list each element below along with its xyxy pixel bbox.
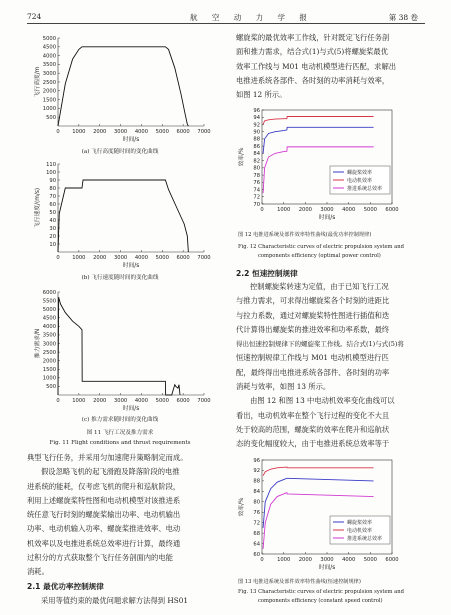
y-tick-label: 74: [253, 187, 260, 194]
y-tick-label: 3000: [42, 71, 56, 77]
text-line: 处于较高的范围，螺旋桨的效率在爬升和巡航状: [236, 424, 390, 434]
text-line: 效率工作线与 M01 电动机模型进行匹配，求解出: [236, 61, 397, 71]
volume-label: 第 38 卷: [388, 13, 418, 22]
page-number: 724: [27, 12, 42, 21]
text-line: 螺旋桨的最优效率工作线，针对既定飞行任务剖: [236, 33, 390, 42]
header-rule: [27, 23, 425, 24]
y-tick-label: 70: [49, 193, 56, 200]
y-tick-label: 72: [253, 520, 260, 527]
right-mid-text: [236, 280, 426, 452]
x-tick-label: 5000: [155, 129, 169, 135]
legend-label: 螺旋桨效率: [347, 519, 373, 526]
x-tick-label: 6000: [176, 398, 190, 404]
fig11-caption-en: Fig. 11 Flight conditions and thrust requirements: [49, 440, 191, 446]
fig12-caption-en-1: Fig. 12 Characteristic curves of electric propulsion system and: [238, 244, 404, 250]
series-line: [58, 180, 188, 252]
y-axis-label: 推力需求/N: [35, 328, 41, 359]
fig13-caption-en-2: components efficiency (constant speed control): [258, 598, 383, 604]
text-line: 代计算得出螺旋桨的推进效率和功率系数，最终: [236, 324, 390, 334]
legend-label: 电动机效率: [347, 177, 373, 184]
text-line: 过积分的方式获取整个飞行任务剖面内的电能: [27, 553, 173, 563]
x-axis-label: 时间/s: [122, 137, 140, 143]
x-tick-label: 6000: [385, 207, 399, 213]
y-axis-label: 效率/%: [239, 147, 245, 167]
text-line: 利用上述螺旋桨特性图和电动机模型对该推进系: [27, 495, 181, 505]
text-line: 面和推力需求，结合式(1)与式(5)将螺旋桨最优: [236, 47, 389, 57]
text-line: 功率、电动机输入功率、螺旋桨推进效率、电动: [27, 524, 181, 534]
x-tick-label: 2000: [93, 129, 107, 135]
text-line: 电推进系统各部件、各时刻的功率消耗与效率，: [236, 75, 390, 85]
x-axis-label: 时间/s: [318, 215, 336, 221]
x-tick-label: 5000: [363, 207, 377, 213]
y-tick-label: 1000: [42, 375, 56, 382]
y-tick-label: 60: [253, 551, 260, 558]
y-tick-label: 94: [253, 115, 260, 122]
y-tick-label: 92: [253, 468, 260, 475]
section-heading-2-2: 2.2 恒速控制规律: [236, 269, 298, 278]
fig13-caption-cn: 图 13 电推进系统及部件效率特性曲线(恒速控制规律): [238, 579, 361, 585]
x-tick-label: 5000: [363, 557, 377, 563]
text-line: 与推力需求，可求得出螺旋桨各个时刻的进距比: [236, 296, 390, 306]
x-tick-label: 4000: [342, 557, 356, 563]
y-tick-label: 90: [253, 129, 260, 136]
x-tick-label: 4000: [134, 129, 149, 135]
y-tick-label: 80: [253, 499, 260, 506]
legend-label: 推进系统总效率: [347, 535, 383, 542]
text-line: 统任意飞行时刻的螺旋桨输出功率、电动机输出: [27, 510, 181, 520]
text-line: 配，最终得出电推进系统各部件、各时刻的功率: [236, 367, 390, 377]
fig12-caption-cn: 图 12 电推进系统及部件效率特性曲线(最优功率控制规律): [238, 232, 372, 238]
y-tick-label: 80: [49, 185, 56, 192]
y-tick-label: 5500: [42, 298, 56, 305]
series-line: [263, 467, 374, 476]
y-tick-label: 90: [49, 177, 56, 184]
y-tick-label: 60: [49, 201, 56, 208]
x-tick-label: 0: [56, 398, 60, 404]
left-last-line: 采用等值约束的最优问题求解方法得到 HS01: [41, 596, 189, 605]
x-tick-label: 5000: [155, 398, 169, 404]
chart-flight-altitude: [28, 34, 211, 146]
y-tick-label: 80: [253, 165, 260, 172]
chart-efficiency-optimal-power: [232, 104, 422, 230]
fig13-caption-en-1: Fig. 13 Characteristic curves of electric propulsion system and: [238, 589, 404, 595]
x-tick-label: 1000: [277, 207, 291, 213]
fig11c-subcaption: (c) 推力需求随时间的变化曲线: [81, 417, 159, 423]
y-tick-label: 96: [253, 107, 260, 114]
x-tick-label: 1000: [277, 557, 291, 563]
y-tick-label: 10: [49, 241, 56, 248]
fig12-caption-en-2: components efficiency (optimal power control): [258, 253, 381, 259]
x-tick-label: 1000: [72, 255, 86, 261]
x-tick-label: 0: [56, 129, 60, 135]
x-tick-label: 6000: [385, 557, 399, 563]
y-tick-label: 30: [49, 225, 56, 232]
text-line: 典型飞行任务，并采用匀加速爬升策略制定而成。: [27, 453, 188, 462]
x-tick-label: 6000: [176, 255, 190, 261]
y-tick-label: 100: [46, 169, 56, 176]
chart-flight-speed: [28, 160, 211, 272]
x-axis-label: 时间/s: [318, 565, 336, 571]
y-tick-label: 20: [49, 233, 56, 240]
x-tick-label: 2000: [298, 557, 312, 563]
x-tick-label: 3000: [113, 398, 128, 404]
x-tick-label: 3000: [113, 129, 128, 135]
y-tick-label: 3500: [42, 332, 56, 339]
x-tick-label: 1000: [72, 398, 86, 404]
text-line: 进系统的能耗，仅考虑飞机的爬升和巡航阶段，: [27, 481, 181, 491]
x-tick-label: 1000: [72, 129, 86, 135]
x-tick-label: 0: [56, 255, 60, 261]
left-body-text: [27, 451, 220, 580]
x-tick-label: 7000: [197, 129, 211, 135]
y-tick-label: 76: [253, 510, 260, 517]
y-tick-label: 78: [253, 172, 260, 179]
journal-title: 航 空 动 力 学 报: [190, 13, 313, 22]
y-tick-label: 3500: [42, 62, 56, 69]
y-tick-label: 96: [253, 457, 260, 464]
series-line: [263, 127, 374, 153]
y-tick-label: 2000: [42, 358, 56, 365]
text-line: 看出，电动机效率在整个飞行过程的变化不大且: [236, 410, 390, 420]
x-tick-label: 3000: [113, 255, 128, 261]
y-axis-label: 效率/%: [239, 497, 245, 517]
y-tick-label: 2500: [42, 349, 56, 356]
x-tick-label: 4000: [342, 207, 356, 213]
text-line: 与拉力系数，通过对螺旋桨特性图进行插值和迭: [236, 310, 390, 320]
x-tick-label: 2000: [93, 255, 107, 261]
legend-label: 电动机效率: [347, 527, 373, 534]
y-tick-label: 64: [253, 541, 260, 548]
y-tick-label: 88: [253, 478, 260, 485]
y-tick-label: 84: [253, 151, 260, 158]
text-line: 控制螺旋桨转速为定值，由于已知飞行工况: [250, 282, 389, 291]
x-tick-label: 7000: [197, 398, 211, 404]
text-line: 假设忽略飞机的起飞滑跑及降落阶段的电推: [41, 467, 180, 477]
x-axis-label: 时间/s: [122, 406, 140, 412]
y-tick-label: 110: [46, 161, 56, 168]
y-tick-label: 1500: [42, 367, 56, 374]
y-tick-label: 86: [253, 143, 260, 150]
text-line: 态的变化幅度较大，由于电推进系统总效率等于: [236, 439, 390, 449]
y-tick-label: 72: [253, 194, 260, 201]
chart-thrust-requirement: [28, 288, 211, 415]
series-line: [58, 297, 180, 395]
x-tick-label: 3000: [320, 207, 334, 213]
y-tick-label: 40: [49, 217, 56, 224]
y-tick-label: 2500: [42, 79, 56, 86]
y-tick-label: 4500: [42, 44, 56, 51]
y-tick-label: 4500: [42, 315, 56, 322]
y-tick-label: 84: [253, 489, 260, 496]
y-tick-label: 92: [253, 122, 260, 129]
series-line: [58, 47, 188, 126]
x-tick-label: 6000: [176, 129, 190, 135]
y-tick-label: 4000: [42, 324, 56, 331]
text-line: 如图 12 所示。: [236, 90, 287, 100]
text-line: 得出恒速控制规律下的螺旋桨工作线。结合式(1)与式(5)将: [236, 340, 404, 349]
legend-label: 推进系统总效率: [347, 185, 383, 192]
y-tick-label: 76: [253, 180, 260, 187]
fig11b-subcaption: (b) 飞行速度随时间的变化曲线: [81, 275, 159, 281]
y-tick-label: 3000: [42, 341, 56, 348]
y-tick-label: 5000: [42, 306, 56, 313]
series-line: [263, 117, 374, 125]
x-tick-label: 5000: [155, 255, 169, 261]
text-line: 机效率以及电推进系统总效率进行计算，最终通: [27, 538, 181, 548]
x-tick-label: 3000: [320, 557, 334, 563]
y-tick-label: 70: [253, 201, 260, 208]
chart-efficiency-constant-speed: [232, 454, 422, 580]
x-tick-label: 4000: [134, 398, 149, 404]
x-tick-label: 0: [260, 207, 264, 213]
y-tick-label: 88: [253, 136, 260, 143]
y-tick-label: 6000: [42, 289, 56, 296]
x-axis-label: 时间/s: [122, 263, 140, 269]
y-tick-label: 68: [253, 530, 260, 537]
y-tick-label: 2000: [42, 88, 56, 95]
fig11-caption-cn: 图 11 飞行工况及推力需求: [86, 430, 154, 436]
text-line: 消耗。: [27, 567, 49, 577]
y-tick-label: 500: [46, 115, 56, 121]
y-tick-label: 82: [253, 158, 260, 165]
right-top-text: [236, 31, 426, 102]
text-line: 由图 12 和图 13 中电动机效率变化曲线可以: [250, 396, 395, 406]
text-line: 恒速控制规律工作线与 M01 电动机模型进行匹: [236, 353, 389, 363]
x-tick-label: 4000: [134, 255, 149, 261]
x-tick-label: 2000: [93, 398, 107, 404]
text-line: 消耗与效率，如图 13 所示。: [236, 382, 331, 392]
section-heading-2-1: 2.1 最优功率控制规律: [27, 582, 104, 591]
y-tick-label: 50: [49, 209, 56, 216]
y-tick-label: 4000: [42, 53, 56, 60]
legend-label: 螺旋桨效率: [347, 169, 373, 176]
x-tick-label: 7000: [197, 255, 211, 261]
y-tick-label: 1000: [42, 106, 56, 113]
x-tick-label: 0: [260, 557, 264, 563]
fig11a-subcaption: (a) 飞行高度随时间的变化曲线: [81, 149, 159, 155]
y-axis-label: 飞行速度/(m/s): [35, 187, 41, 229]
y-tick-label: 5000: [42, 35, 56, 42]
y-tick-label: 500: [46, 384, 56, 391]
y-tick-label: 1500: [42, 97, 56, 104]
x-tick-label: 2000: [298, 207, 312, 213]
y-axis-label: 飞行高度/m: [35, 66, 41, 98]
